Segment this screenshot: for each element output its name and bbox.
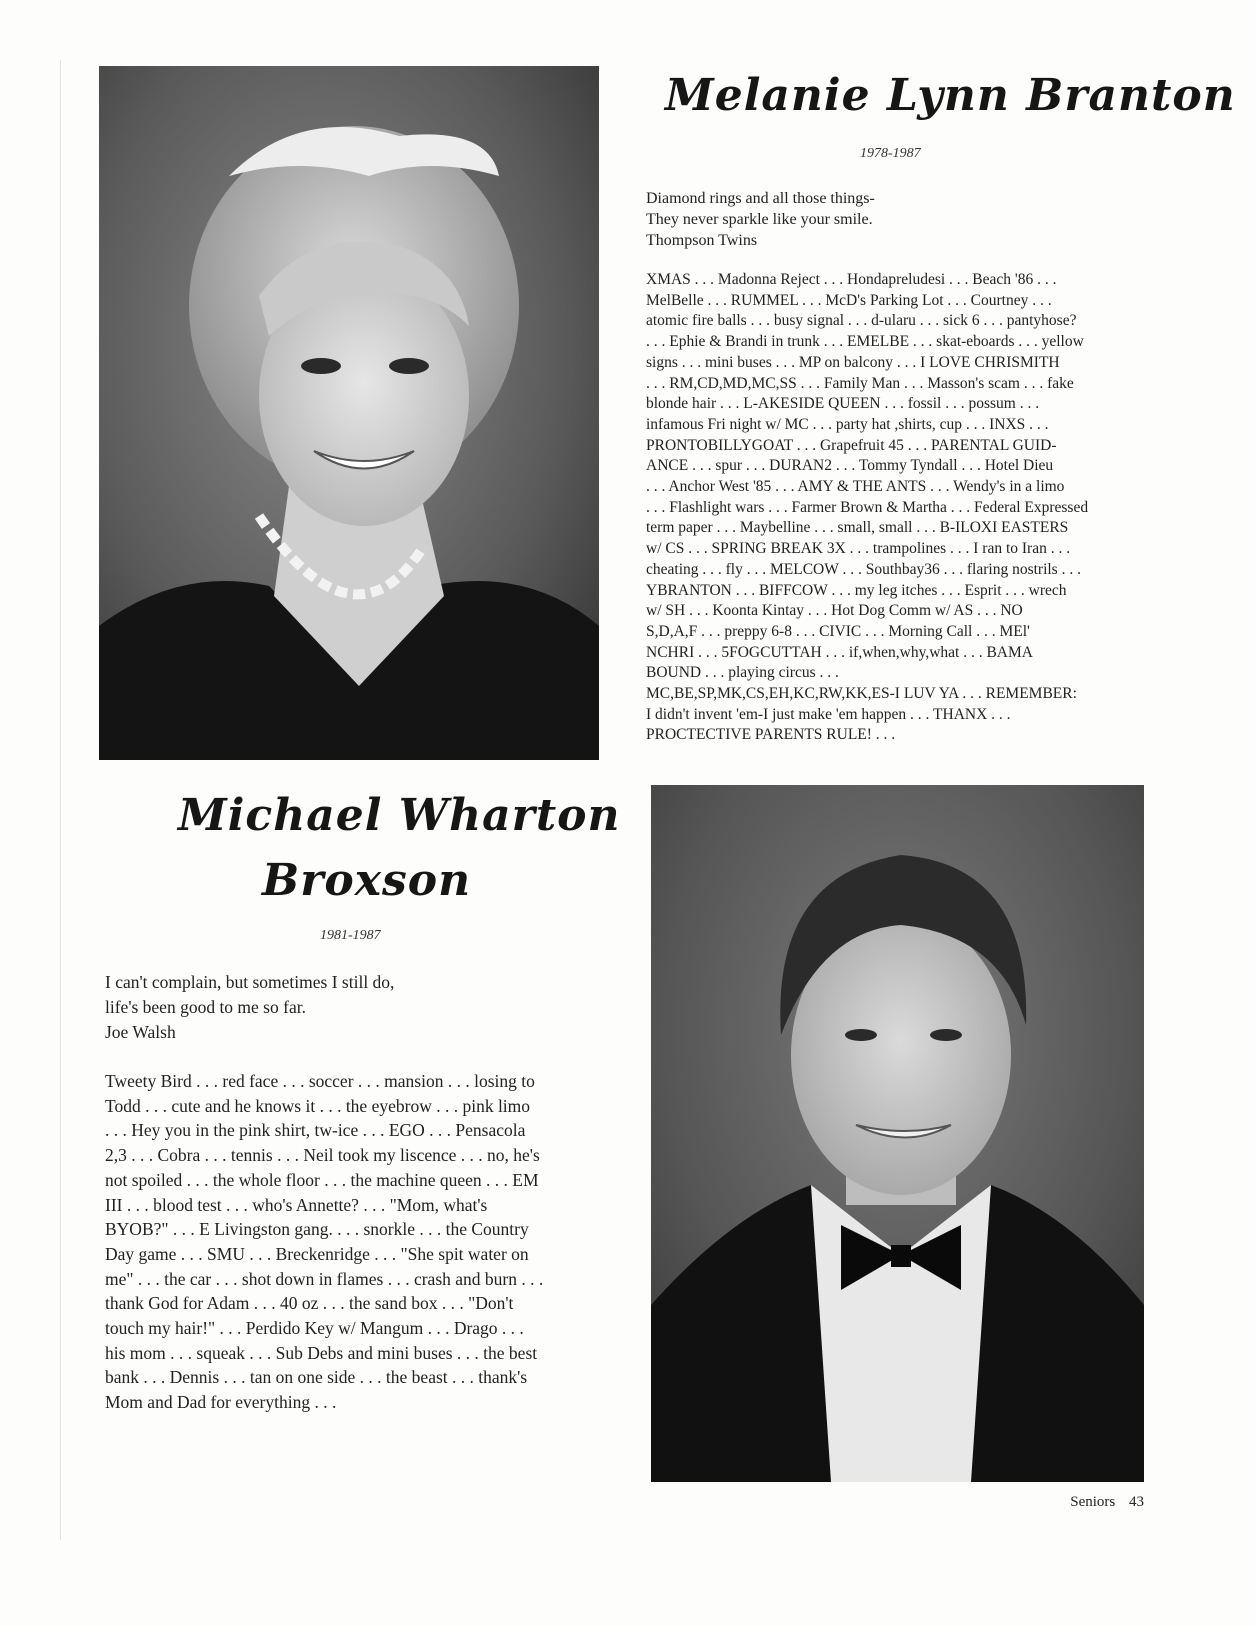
michael-portrait-image (651, 785, 1144, 1482)
melanie-portrait-photo (99, 66, 599, 760)
michael-quote-attribution: Joe Walsh (105, 1022, 176, 1042)
melanie-quote-line: They never sparkle like your smile. (646, 211, 873, 228)
melanie-memory-line: S,D,A,F . . . preppy 6-8 . . . CIVIC . . . Morning Call . . . MEl' (646, 622, 1030, 640)
melanie-memory-line: ANCE . . . spur . . . DURAN2 . . . Tommy Tyndall . . . Hotel Dieu (646, 457, 1054, 475)
melanie-memory-line: BOUND . . . playing circus . . . (646, 664, 839, 682)
melanie-name-heading: Melanie Lynn Branton (665, 70, 1236, 121)
melanie-quote (646, 188, 875, 251)
michael-memory-line: Day game . . . SMU . . . Breckenridge . . . "She spit water on (105, 1243, 529, 1264)
melanie-quote-line: Diamond rings and all those things- (646, 190, 875, 207)
michael-quote-line: I can't complain, but sometimes I still do, (105, 972, 395, 992)
melanie-quote-attribution: Thompson Twins (646, 232, 758, 249)
melanie-memory-line: . . . RM,CD,MD,MC,SS . . . Family Man . . . Masson's scam . . . fake (646, 374, 1074, 392)
footer-page-number: 43 (1129, 1494, 1144, 1510)
michael-quote (105, 970, 394, 1045)
melanie-memory-line: YBRANTON . . . BIFFCOW . . . my leg itches . . . Esprit . . . wrech (646, 581, 1067, 599)
michael-memory-line: Tweety Bird . . . red face . . . soccer . . . mansion . . . losing to (105, 1071, 535, 1091)
melanie-memory-line: MC,BE,SP,MK,CS,EH,KC,RW,KK,ES-I LUV YA . . . REMEMBER: (646, 685, 1077, 703)
melanie-memory-line: PRONTOBILLYGOAT . . . Grapefruit 45 . . . PARENTAL GUID- (646, 436, 1057, 454)
melanie-memory-line: MelBelle . . . RUMMEL . . . McD's Parking Lot . . . Courtney . . . (646, 291, 1052, 309)
michael-memory-line: BYOB?" . . . E Livingston gang. . . . snorkle . . . the Country (105, 1219, 529, 1240)
michael-memory-line: III . . . blood test . . . who's Annette? . . . "Mom, what's (105, 1194, 488, 1215)
michael-memory-line: Todd . . . cute and he knows it . . . the eyebrow . . . pink limo (105, 1095, 531, 1116)
michael-memory-line: 2,3 . . . Cobra . . . tennis . . . Neil took my liscence . . . no, he's (105, 1145, 540, 1166)
melanie-memory-line: atomic fire balls . . . busy signal . . . d-ularu . . . sick 6 . . . pantyhose? (646, 312, 1077, 330)
michael-memory-line: Mom and Dad for everything . . . (105, 1392, 337, 1413)
melanie-portrait-image (99, 66, 599, 760)
michael-memory-line: . . . Hey you in the pink shirt, tw-ice . . . EGO . . . Pensacola (105, 1120, 526, 1141)
melanie-memory-line: infamous Fri night w/ MC . . . party hat ,shirts, cup . . . INXS . . . (646, 415, 1049, 433)
melanie-memory-line: . . . Anchor West '85 . . . AMY & THE ANTS . . . Wendy's in a limo (646, 478, 1065, 496)
melanie-memory-line: signs . . . mini buses . . . MP on balcony . . . I LOVE CHRISMITH (646, 353, 1060, 371)
michael-quote-line: life's been good to me so far. (105, 997, 306, 1017)
michael-memory-line: touch my hair!" . . . Perdido Key w/ Mangum . . . Drago . . . (105, 1318, 524, 1339)
melanie-memory-line: w/ CS . . . SPRING BREAK 3X . . . trampolines . . . I ran to Iran . . . (646, 540, 1071, 558)
michael-years: 1981-1987 (320, 928, 381, 943)
melanie-memory-line: term paper . . . Maybelline . . . small, small . . . B-ILOXI EASTERS (646, 519, 1069, 537)
michael-memory-line: me" . . . the car . . . shot down in flames . . . crash and burn . . . (105, 1268, 544, 1289)
melanie-memory-line: NCHRI . . . 5FOGCUTTAH . . . if,when,why,what . . . BAMA (646, 643, 1033, 661)
michael-memory-line: bank . . . Dennis . . . tan on one side . . . the beast . . . thank's (105, 1367, 528, 1388)
melanie-memory-line: XMAS . . . Madonna Reject . . . Hondapreludesi . . . Beach '86 . . . (646, 271, 1057, 288)
page-footer (1070, 1494, 1144, 1511)
melanie-years: 1978-1987 (860, 146, 921, 161)
michael-name-heading-line1: Michael Wharton (178, 790, 621, 841)
melanie-memories (646, 270, 1088, 746)
michael-memory-line: his mom . . . squeak . . . Sub Debs and mini buses . . . the best (105, 1342, 538, 1363)
michael-memory-line: not spoiled . . . the whole floor . . . the machine queen . . . EM (105, 1169, 539, 1190)
melanie-memory-line: cheating . . . fly . . . MELCOW . . . Southbay36 . . . flaring nostrils . . . (646, 560, 1081, 578)
melanie-memory-line: . . . Flashlight wars . . . Farmer Brown & Martha . . . Federal Expressed (646, 498, 1089, 516)
michael-name-heading-line2: Broxson (262, 855, 472, 906)
michael-memories (105, 1069, 543, 1415)
melanie-memory-line: I didn't invent 'em-I just make 'em happen . . . THANX . . . (646, 705, 1011, 723)
michael-portrait-photo (651, 785, 1144, 1482)
michael-memory-line: thank God for Adam . . . 40 oz . . . the sand box . . . "Don't (105, 1293, 514, 1314)
page-edge-line (60, 60, 61, 1540)
melanie-memory-line: w/ SH . . . Koonta Kintay . . . Hot Dog Comm w/ AS . . . NO (646, 602, 1023, 620)
melanie-memory-line: . . . Ephie & Brandi in trunk . . . EMELBE . . . skat-eboards . . . yellow (646, 333, 1084, 351)
footer-section-label: Seniors (1070, 1494, 1116, 1510)
melanie-memory-line: blonde hair . . . L-AKESIDE QUEEN . . . fossil . . . possum . . . (646, 395, 1040, 413)
melanie-memory-line: PROCTECTIVE PARENTS RULE! . . . (646, 726, 896, 744)
